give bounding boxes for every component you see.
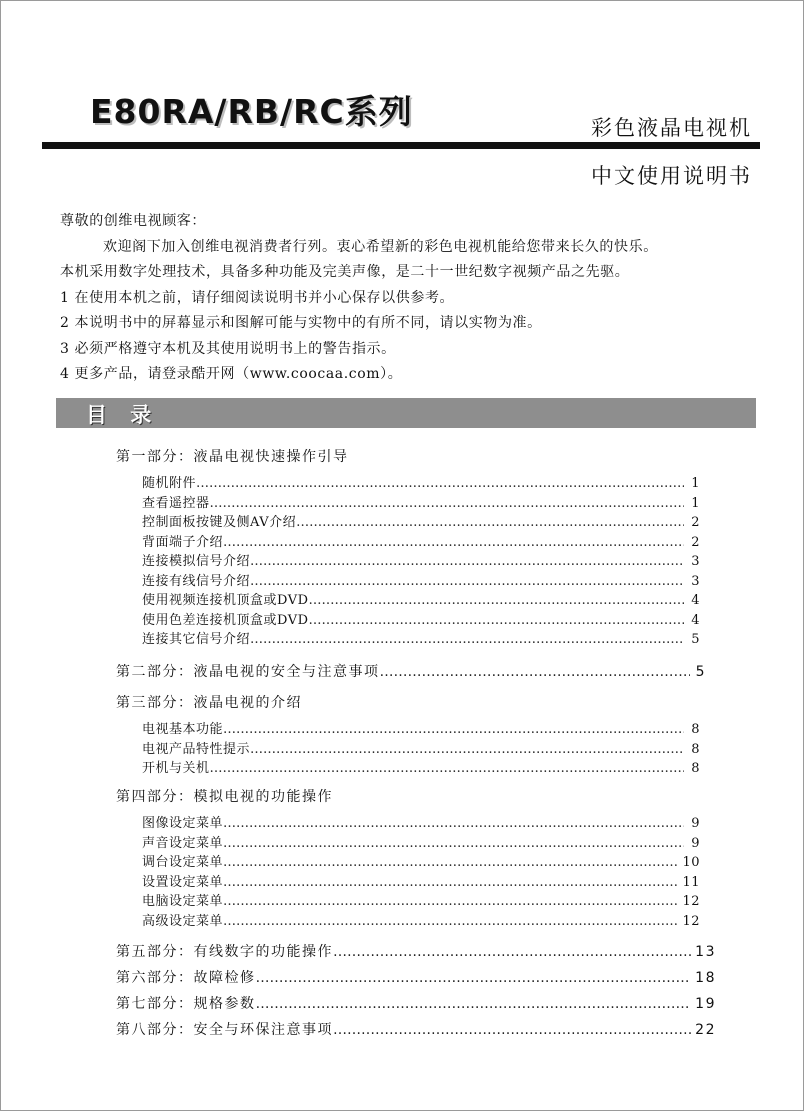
entry-page: 4 — [691, 612, 700, 628]
product-subtitle: 彩色液晶电视机 — [591, 116, 752, 140]
toc-entry[interactable] — [142, 609, 700, 629]
section-page: 13 — [695, 944, 716, 960]
toc-section[interactable] — [116, 941, 716, 961]
entry-page: 3 — [691, 554, 700, 569]
leader-dots — [210, 761, 684, 776]
leader-dots — [333, 944, 691, 960]
leader-dots — [223, 535, 684, 550]
intro-item: 4 更多产品，请登录酷开网（www.coocaa.com）。 — [60, 366, 403, 382]
intro-item: 2 本说明书中的屏幕显示和图解可能与实物中的有所不同，请以实物为准。 — [60, 315, 542, 331]
entry-label: 连接其它信号介绍 — [142, 632, 251, 647]
toc-entry[interactable] — [142, 871, 700, 891]
entry-label: 图像设定菜单 — [142, 816, 224, 831]
entry-page: 3 — [691, 573, 700, 589]
section-title: 第八部分：安全与环保注意事项 — [116, 1022, 333, 1038]
entry-label: 电视基本功能 — [142, 722, 224, 737]
entry-page: 4 — [691, 593, 700, 608]
leader-dots — [309, 613, 684, 628]
toc-entry[interactable] — [142, 832, 700, 852]
leader-dots — [210, 496, 684, 511]
entry-label: 查看遥控器 — [142, 495, 210, 511]
entry-page: 1 — [691, 476, 700, 491]
entry-label: 电视产品特性提示 — [142, 741, 251, 757]
toc-entry[interactable] — [142, 910, 700, 930]
toc-entry[interactable] — [142, 812, 700, 832]
toc-entry[interactable] — [142, 890, 700, 910]
entry-label: 随机附件 — [142, 476, 197, 491]
leader-dots — [223, 816, 684, 831]
toc-section[interactable] — [116, 993, 716, 1013]
section-title: 第六部分：故障检修 — [116, 970, 256, 986]
leader-dots — [223, 914, 678, 929]
leader-dots — [333, 1022, 691, 1038]
entry-page: 11 — [682, 874, 700, 890]
greeting: 尊敬的创维电视顾客： — [60, 213, 206, 229]
toc-header-bar — [56, 398, 756, 428]
section-title: 第七部分：规格参数 — [116, 996, 256, 1012]
entry-page: 9 — [691, 835, 700, 851]
toc-entry[interactable] — [142, 492, 700, 512]
section-title: 第五部分：有线数字的功能操作 — [116, 944, 333, 960]
toc-entry[interactable] — [142, 511, 700, 531]
toc-entry[interactable] — [142, 550, 700, 570]
entry-label: 背面端子介绍 — [142, 534, 224, 550]
toc-entry[interactable] — [142, 531, 700, 551]
entry-label: 使用视频连接机顶盒或DVD — [142, 593, 309, 608]
toc-section[interactable] — [116, 1019, 716, 1039]
intro-text — [60, 209, 770, 388]
toc-section[interactable] — [116, 692, 716, 712]
entry-label: 连接有线信号介绍 — [142, 573, 251, 589]
entry-page: 12 — [682, 913, 700, 929]
leader-dots — [296, 515, 684, 530]
toc-section[interactable] — [116, 661, 706, 681]
toc-entry[interactable] — [142, 718, 700, 738]
section-page: 22 — [695, 1022, 716, 1038]
leader-dots — [250, 554, 684, 569]
section-page: 5 — [695, 664, 706, 680]
entry-label: 电脑设定菜单 — [142, 894, 224, 909]
intro-paragraph-2: 本机采用数字处理技术，具备多种功能及完美声像，是二十一世纪数字视频产品之先驱。 — [60, 264, 630, 280]
toc-entry[interactable] — [142, 851, 700, 871]
section-page: 19 — [695, 996, 716, 1012]
leader-dots — [223, 722, 684, 737]
intro-item: 3 必须严格遵守本机及其使用说明书上的警告指示。 — [60, 340, 396, 357]
entry-page: 5 — [691, 632, 700, 647]
entry-label: 连接模拟信号介绍 — [142, 554, 251, 569]
toc-entry[interactable] — [142, 589, 700, 609]
leader-dots — [250, 742, 684, 757]
entry-label: 设置设定菜单 — [142, 874, 224, 890]
leader-dots — [256, 970, 692, 986]
manual-subtitle: 中文使用说明书 — [591, 164, 752, 188]
section-title: 第一部分：液晶电视快速操作引导 — [116, 449, 349, 465]
toc-entry[interactable] — [142, 738, 700, 758]
toc-entry[interactable] — [142, 570, 700, 590]
toc-section[interactable] — [116, 786, 716, 806]
leader-dots — [223, 875, 678, 890]
entry-page: 9 — [691, 816, 700, 831]
toc-entry[interactable] — [142, 757, 700, 777]
entry-page: 10 — [682, 855, 700, 870]
toc-entry[interactable] — [142, 472, 700, 492]
leader-dots — [309, 593, 684, 608]
section-title: 第二部分：液晶电视的安全与注意事项 — [116, 664, 380, 680]
entry-label: 调台设定菜单 — [142, 855, 224, 870]
leader-dots — [250, 632, 684, 647]
entry-label: 开机与关机 — [142, 761, 210, 776]
entry-page: 2 — [691, 534, 700, 550]
entry-page: 1 — [691, 495, 700, 511]
toc-section[interactable] — [116, 446, 716, 466]
section-title: 第四部分：模拟电视的功能操作 — [116, 789, 333, 805]
section-title: 第三部分：液晶电视的介绍 — [116, 695, 302, 711]
intro-paragraph-1: 欢迎阁下加入创维电视消费者行列。衷心希望新的彩色电视机能给您带来长久的快乐。 — [103, 238, 658, 255]
entry-page: 8 — [691, 761, 700, 776]
leader-dots — [223, 894, 678, 909]
leader-dots — [250, 574, 684, 589]
entry-page: 12 — [682, 894, 700, 909]
header-rule — [42, 142, 760, 149]
leader-dots — [223, 836, 684, 851]
section-page: 18 — [695, 970, 716, 986]
entry-page: 8 — [691, 741, 700, 757]
entry-label: 使用色差连接机顶盒或DVD — [142, 612, 309, 628]
leader-dots — [196, 476, 684, 491]
intro-item: 1 在使用本机之前，请仔细阅读说明书并小心保存以供参考。 — [60, 289, 455, 306]
toc-section[interactable] — [116, 967, 716, 987]
entry-page: 8 — [691, 722, 700, 737]
entry-label: 控制面板按键及侧AV介绍 — [142, 515, 297, 530]
model-title: E80RA/RB/RC系列 — [90, 92, 413, 131]
leader-dots — [256, 996, 692, 1012]
entry-label: 声音设定菜单 — [142, 835, 224, 851]
toc-title: 目 录 — [86, 403, 160, 427]
entry-label: 高级设定菜单 — [142, 913, 224, 929]
leader-dots — [223, 855, 678, 870]
toc-entry[interactable] — [142, 628, 700, 648]
entry-page: 2 — [691, 515, 700, 530]
leader-dots — [380, 664, 691, 680]
